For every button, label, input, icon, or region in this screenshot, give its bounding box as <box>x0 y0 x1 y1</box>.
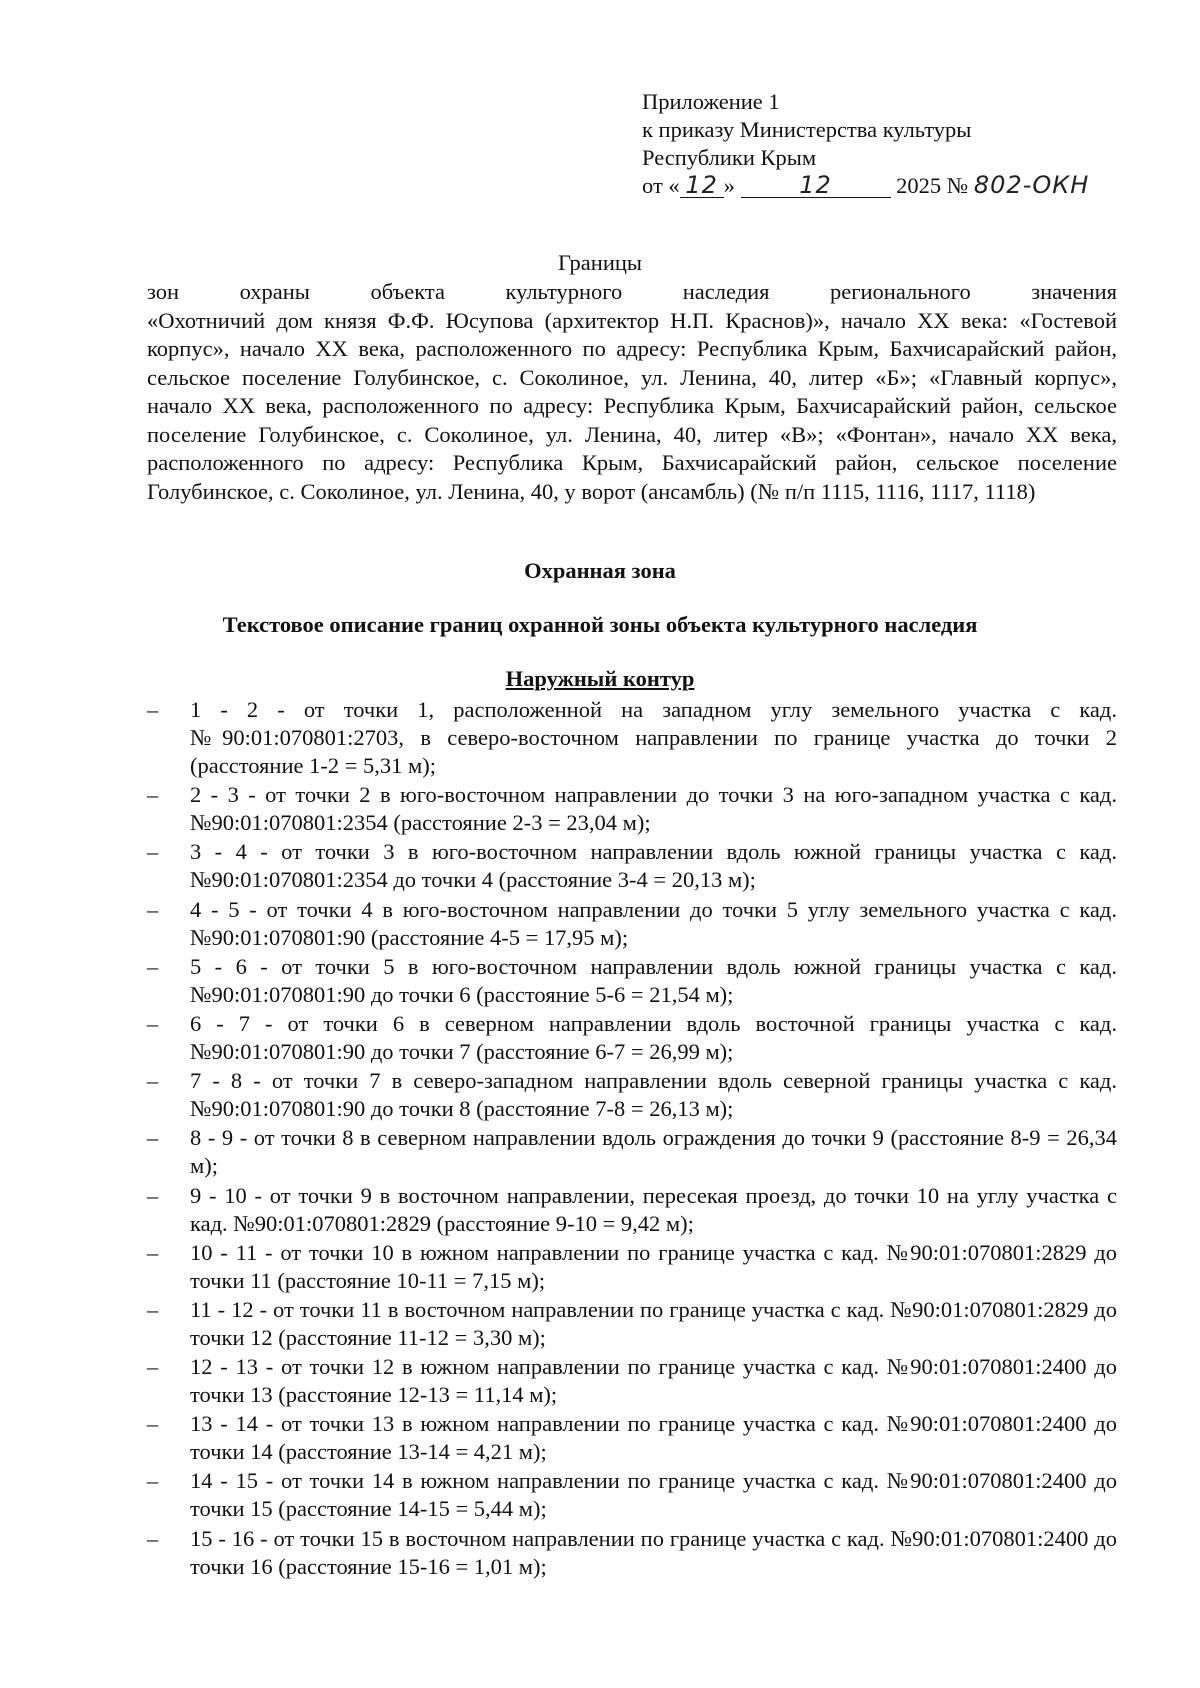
list-item-text: 11 - 12 - от точки 11 в восточном направлении по границе участка с кад. №90:01:070801:2829 до точки 12 (расстояние 11-12 = 3,30 м); <box>190 1296 1117 1350</box>
intro-word: охраны <box>239 279 310 304</box>
list-item <box>147 1182 1117 1238</box>
list-item <box>147 696 1117 780</box>
list-dash: – <box>147 1296 159 1322</box>
list-dash: – <box>147 1354 159 1380</box>
intro-first-line <box>147 278 1117 307</box>
list-item-text: 9 - 10 - от точки 9 в восточном направлении, пересекая проезд, до точки 10 на углу участка с кад. №90:01:070801:2829 (расстояние 9-10 = 9,42 м); <box>190 1182 1117 1236</box>
date-day: 12 <box>685 171 718 199</box>
list-item-text: 12 - 13 - от точки 12 в южном направлении по границе участка с кад. №90:01:070801:2400 до точки 13 (расстояние 12-13 = 11,14 м); <box>190 1354 1117 1408</box>
boundary-points-list <box>147 696 1117 1582</box>
list-item-text: 5 - 6 - от точки 5 в юго-восточном направлении вдоль южной границы участка с кад. №90:01:070801:90 до точки 6 (расстояние 5-6 = 21,54 м); <box>190 953 1117 1007</box>
list-item <box>147 1525 1117 1581</box>
intro-word: объекта <box>370 279 445 304</box>
list-dash: – <box>147 1010 159 1036</box>
section-heading-description: Текстовое описание границ охранной зоны объекта культурного наследия <box>222 612 978 637</box>
list-item <box>147 1010 1117 1066</box>
intro-word: культурного <box>505 279 623 304</box>
list-dash: – <box>147 1239 159 1265</box>
list-item-text: 1 - 2 - от точки 1, расположенной на западном углу земельного участка с кад. №90:01:070801:2703, в северо-восточном направлении по границе участка до точки 2 (расстояние 1-2 = 5,31 м); <box>190 697 1117 778</box>
list-dash: – <box>147 896 159 922</box>
list-item <box>147 1124 1117 1180</box>
list-item-text: 13 - 14 - от точки 13 в южном направлении по границе участка с кад. №90:01:070801:2400 до точки 14 (расстояние 13-14 = 4,21 м); <box>190 1411 1117 1465</box>
intro-text: «Охотничий дом князя Ф.Ф. Юсупова (архитектор Н.П. Краснов)», начало XX века: «Гостевой корпус», начало XX века, расположенного по адресу: Республика Крым, Бахчисарайский район, сельское поселение Голубинское, с. Соколиное, ул. Ленина, 40, литер «Б»; «Главный корпус», начало XX века, расположенного по адресу: Республика Крым, Бахчисарайский район, сельское поселение Голубинское, с. Соколиное, ул. Ленина, 40, литер «В»; «Фонтан», начало XX века, расположенного по адресу: Республика Крым, Бахчисарайский район, сельское поселение Голубинское, с. Соколиное, ул. Ленина, 40, у ворот (ансамбль) (№ п/п 1115, 1116, 1117, 1118) <box>147 307 1117 504</box>
document-title: Границы <box>557 250 643 275</box>
list-dash: – <box>147 1468 159 1494</box>
section-heading-zone: Охранная зона <box>524 558 676 583</box>
list-dash: – <box>147 953 159 979</box>
list-item-text: 2 - 3 - от точки 2 в юго-восточном направлении до точки 3 на юго-западном участка с кад. №90:01:070801:2354 (расстояние 2-3 = 23,04 м); <box>190 782 1117 836</box>
list-dash: – <box>147 1411 159 1437</box>
list-dash: – <box>147 1182 159 1208</box>
list-item <box>147 1067 1117 1123</box>
intro-word: зон <box>147 279 180 304</box>
list-item-text: 14 - 15 - от точки 14 в южном направлении по границе участка с кад. №90:01:070801:2400 до точки 15 (расстояние 14-15 = 5,44 м); <box>190 1468 1117 1522</box>
order-number-field <box>973 171 1104 199</box>
date-month-field <box>741 171 891 199</box>
list-item-text: 4 - 5 - от точки 4 в юго-восточном направлении до точки 5 углу земельного участка с кад. №90:01:070801:90 (расстояние 4-5 = 17,95 м); <box>190 896 1117 950</box>
order-reference: к приказу Министерства культуры <box>642 117 972 142</box>
date-month: 12 <box>799 171 832 199</box>
date-prefix: от « <box>642 173 680 198</box>
intro-word: значения <box>1031 279 1117 304</box>
list-item <box>147 896 1117 952</box>
appendix-label: Приложение 1 <box>642 89 780 114</box>
list-dash: – <box>147 1525 159 1551</box>
list-item-text: 6 - 7 - от точки 6 в северном направлении вдоль восточной границы участка с кад. №90:01:070801:90 до точки 7 (расстояние 6-7 = 26,99 м); <box>190 1010 1117 1064</box>
order-number: 802-ОКН <box>973 171 1090 199</box>
list-item <box>147 1467 1117 1523</box>
republic-name: Республики Крым <box>642 145 817 170</box>
list-item-text: 8 - 9 - от точки 8 в северном направлении вдоль ограждения до точки 9 (расстояние 8-9 = 26,34 м); <box>190 1125 1117 1179</box>
list-item <box>147 1410 1117 1466</box>
list-item <box>147 1239 1117 1295</box>
section-heading-outer-contour: Наружный контур <box>505 666 695 691</box>
order-date-line <box>642 172 1142 200</box>
intro-word: регионального <box>830 279 971 304</box>
list-item <box>147 1296 1117 1352</box>
list-item-text: 10 - 11 - от точки 10 в южном направлении по границе участка с кад. №90:01:070801:2829 до точки 11 (расстояние 10-11 = 7,15 м); <box>190 1239 1117 1293</box>
list-item <box>147 838 1117 894</box>
date-year: 2025 № <box>896 173 969 198</box>
date-day-field <box>680 171 724 199</box>
list-item-text: 3 - 4 - от точки 3 в юго-восточном направлении вдоль южной границы участка с кад. №90:01:070801:2354 до точки 4 (расстояние 3-4 = 20,13 м); <box>190 839 1117 893</box>
intro-word: наследия <box>682 279 770 304</box>
list-item <box>147 1353 1117 1409</box>
list-dash: – <box>147 1125 159 1151</box>
list-dash: – <box>147 697 159 722</box>
list-item <box>147 781 1117 837</box>
list-dash: – <box>147 1068 159 1094</box>
list-dash: – <box>147 839 159 865</box>
date-mid: » <box>723 173 735 198</box>
list-item <box>147 953 1117 1009</box>
list-item-text: 15 - 16 - от точки 15 в восточном направлении по границе участка с кад. №90:01:070801:2400 до точки 16 (расстояние 15-16 = 1,01 м); <box>190 1525 1117 1579</box>
list-item-text: 7 - 8 - от точки 7 в северо-западном направлении вдоль северной границы участка с кад. №90:01:070801:90 до точки 8 (расстояние 7-8 = 26,13 м); <box>190 1068 1117 1122</box>
appendix-header <box>642 88 1142 200</box>
list-dash: – <box>147 782 159 808</box>
intro-paragraph <box>147 278 1117 506</box>
